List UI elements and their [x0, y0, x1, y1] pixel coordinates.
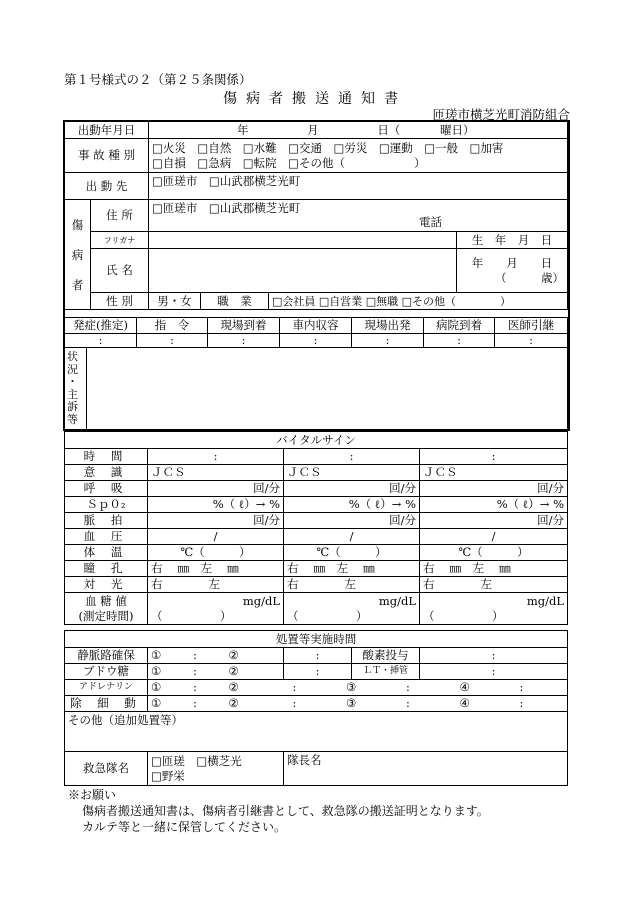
other-treatment-label: その他（追加処置等） [68, 713, 183, 727]
time-header-arrival: 現場到着 [208, 318, 280, 334]
iv-label: 静脈路確保 [65, 648, 148, 664]
team-option-1[interactable]: □匝瑳 □横芝光 [151, 753, 242, 768]
temperature-label: 体 温 [65, 545, 148, 561]
spo2-1[interactable]: %（ ℓ）→ % [148, 497, 284, 513]
age-field: （ 歳） [495, 270, 565, 285]
temperature-2[interactable]: ℃（ ） [284, 545, 420, 561]
phone-label: 電話 [419, 215, 442, 229]
situation-char: 状 [67, 350, 78, 363]
glucose-admin-times[interactable] [148, 664, 284, 680]
marker-1: ① [151, 680, 162, 694]
notes-line-1: 傷病者搬送通知書は、傷病者引継書として、救急隊の搬送証明となります。 [82, 804, 489, 818]
other-treatment-field[interactable] [65, 712, 568, 752]
situation-field[interactable] [65, 348, 568, 432]
pulse-3[interactable]: 回/分 [420, 513, 568, 529]
pulse-2[interactable]: 回/分 [284, 513, 420, 529]
glucose-admin-time-2[interactable]: : [284, 664, 352, 680]
gender-options[interactable]: 男・女 [149, 293, 201, 310]
situation-char: 訴 [67, 400, 78, 413]
dispatch-date-field[interactable] [149, 122, 568, 139]
colon: : [192, 696, 197, 710]
colon: : [192, 680, 197, 694]
page-title: 傷病者搬送通知書 [223, 91, 407, 107]
patient-group-text: 傷病者 [71, 217, 84, 292]
times-table [64, 317, 568, 432]
marker-4: ④ [459, 696, 470, 710]
gender-label: 性 別 [91, 293, 149, 310]
glucose-time: （ ） [287, 608, 368, 623]
respiration-label: 呼 吸 [65, 481, 148, 497]
respiration-2[interactable]: 回/分 [284, 481, 420, 497]
pupil-1[interactable]: 右 ㎜ 左 ㎜ [148, 561, 284, 577]
marker-1: ① [151, 696, 162, 710]
destination-label: 出 動 先 [65, 173, 149, 200]
bp-label: 血 圧 [65, 529, 148, 545]
temperature-1[interactable]: ℃（ ） [148, 545, 284, 561]
lt-time[interactable]: : [420, 664, 568, 680]
dob-field[interactable] [457, 249, 568, 293]
dispatch-date-label: 出動年月日 [65, 122, 149, 139]
dispatch-patient-table [64, 121, 568, 310]
time-header-onset: 発症(推定) [65, 318, 137, 334]
marker-2: ② [228, 648, 239, 662]
captain-field[interactable] [284, 752, 568, 786]
team-option-2[interactable]: □野栄 [151, 768, 185, 783]
glucose-2[interactable] [284, 593, 420, 625]
glucose-unit: mg/dL [378, 593, 416, 608]
time-arrival-field[interactable]: : [208, 334, 280, 348]
spo2-3[interactable]: %（ ℓ）→ % [420, 497, 568, 513]
time-loading-field[interactable]: : [280, 334, 352, 348]
adrenaline-label: アドレナリン [65, 680, 148, 696]
vitals-title: バイタルサイン [65, 432, 568, 449]
defib-label: 除 細 動 [65, 696, 148, 712]
marker-4: ④ [459, 680, 470, 694]
furigana-label: フリガナ [91, 232, 149, 249]
spo2-2[interactable]: %（ ℓ）→ % [284, 497, 420, 513]
time-onset-field[interactable]: : [65, 334, 137, 348]
pupil-label: 瞳 孔 [65, 561, 148, 577]
colon: : [292, 696, 297, 710]
spo2-label: Ｓｐ０₂ [65, 497, 148, 513]
situation-char: ・ [67, 375, 78, 388]
lt-label: ＬＴ・挿管 [352, 664, 420, 680]
vital-time-2[interactable]: : [284, 449, 420, 465]
glucose-1[interactable] [148, 593, 284, 625]
form-number: 第１号様式の２（第２５条関係） [64, 72, 252, 87]
bp-2[interactable]: / [284, 529, 420, 545]
situation-label [65, 348, 87, 431]
address-label: 住 所 [91, 200, 149, 232]
time-command-field[interactable]: : [137, 334, 208, 348]
accident-types-row1[interactable]: □火災 □自然 □水難 □交通 □労災 □運動 □一般 □加害 [152, 140, 504, 155]
light-reflex-3[interactable]: 右 左 [420, 577, 568, 593]
situation-char: 等 [67, 412, 78, 426]
address-field[interactable] [149, 200, 568, 232]
glucose-unit: mg/dL [526, 593, 565, 608]
glucose-time: （ ） [151, 608, 232, 623]
treatment-table [64, 630, 568, 786]
day-label: 日（ [377, 122, 401, 137]
bp-1[interactable]: / [148, 529, 284, 545]
time-departure-field[interactable]: : [352, 334, 424, 348]
consciousness-1[interactable]: ＪＣＳ [148, 465, 284, 481]
colon: : [519, 696, 524, 710]
colon: : [192, 664, 197, 678]
notes [68, 787, 489, 835]
name-label: 氏 名 [91, 249, 149, 293]
captain-label: 隊長名 [287, 753, 322, 767]
colon: : [405, 680, 410, 694]
colon: : [292, 680, 297, 694]
accident-types-row2[interactable]: □自損 □急病 □転院 □その他（ ） [152, 155, 426, 170]
glucose-label-text: 血 糖 値 [85, 593, 127, 608]
time-header-command: 指 令 [137, 318, 208, 334]
name-field[interactable] [149, 249, 457, 293]
iv-times[interactable] [148, 648, 284, 664]
vitals-table [64, 431, 568, 625]
time-header-hospital: 病院到着 [424, 318, 495, 334]
bp-3[interactable]: / [420, 529, 568, 545]
destination-options[interactable]: □匝瑳市 □山武郡横芝光町 [149, 173, 568, 200]
light-reflex-1[interactable]: 右 左 [148, 577, 284, 593]
vital-time-label: 時 間 [65, 449, 148, 465]
adrenaline-times[interactable] [148, 680, 568, 696]
time-header-departure: 現場出発 [352, 318, 424, 334]
glucose-3[interactable] [420, 593, 568, 625]
patient-group-label [65, 200, 91, 310]
time-handover-field[interactable]: : [495, 334, 568, 348]
light-reflex-2[interactable]: 右 左 [284, 577, 420, 593]
time-hospital-field[interactable]: : [424, 334, 495, 348]
light-reflex-label: 対 光 [65, 577, 148, 593]
treatment-title: 処置等実施時間 [65, 631, 568, 648]
marker-2: ② [228, 680, 239, 694]
marker-3: ③ [346, 680, 357, 694]
glucose-unit: mg/dL [242, 593, 280, 608]
oxygen-time[interactable]: : [420, 648, 568, 664]
pupil-2[interactable]: 右 ㎜ 左 ㎜ [284, 561, 420, 577]
marker-3: ③ [346, 696, 357, 710]
time-header-loading: 車内収容 [280, 318, 352, 334]
glucose-time-label: (測定時間) [78, 608, 134, 623]
team-label: 救急隊名 [65, 752, 148, 786]
pupil-3[interactable]: 右 ㎜ 左 ㎜ [420, 561, 568, 577]
team-options[interactable] [148, 752, 284, 786]
glucose-label [65, 593, 148, 625]
organization-name: 匝瑳市横芝光町消防組合 [432, 107, 570, 122]
marker-2: ② [228, 664, 239, 678]
temperature-3[interactable]: ℃（ ） [420, 545, 568, 561]
vital-time-1[interactable]: : [148, 449, 284, 465]
dob-ymd: 年 月 日 [471, 255, 553, 270]
marker-2: ② [228, 696, 239, 710]
colon: : [519, 680, 524, 694]
address-options[interactable]: □匝瑳市 □山武郡横芝光町 [152, 201, 301, 215]
dob-label: 生 年 月 日 [457, 232, 568, 249]
accident-type-options[interactable] [149, 139, 568, 173]
month-label: 月 [307, 122, 319, 137]
colon: : [405, 696, 410, 710]
iv-time-2[interactable]: : [284, 648, 352, 664]
pulse-label: 脈 拍 [65, 513, 148, 529]
furigana-field[interactable] [149, 232, 457, 249]
notes-line-2: カルテ等と一緒に保管してください。 [82, 820, 287, 834]
vital-time-3[interactable]: : [420, 449, 568, 465]
job-label: 職 業 [201, 293, 269, 310]
accident-type-label: 事 故 種 別 [65, 139, 149, 173]
year-label: 年 [237, 122, 249, 137]
consciousness-2[interactable]: ＪＣＳ [284, 465, 420, 481]
time-header-handover: 医師引継 [495, 318, 568, 334]
consciousness-label: 意 識 [65, 465, 148, 481]
respiration-1[interactable]: 回/分 [148, 481, 284, 497]
weekday-label: 曜日） [439, 122, 475, 137]
glucose-admin-label: ブドウ糖 [65, 664, 148, 680]
notes-title: ※お願い [68, 788, 117, 802]
consciousness-3[interactable]: ＪＣＳ [420, 465, 568, 481]
marker-1: ① [151, 648, 162, 662]
glucose-time: （ ） [423, 608, 504, 623]
respiration-3[interactable]: 回/分 [420, 481, 568, 497]
oxygen-label: 酸素投与 [352, 648, 420, 664]
job-options[interactable]: □会社員 □自営業 □無職 □その他（ ） [269, 293, 568, 310]
marker-1: ① [151, 664, 162, 678]
pulse-1[interactable]: 回/分 [148, 513, 284, 529]
colon: : [192, 648, 197, 662]
defib-times[interactable] [148, 696, 568, 712]
situation-char: 主 [67, 387, 78, 401]
situation-char: 況 [67, 362, 78, 376]
